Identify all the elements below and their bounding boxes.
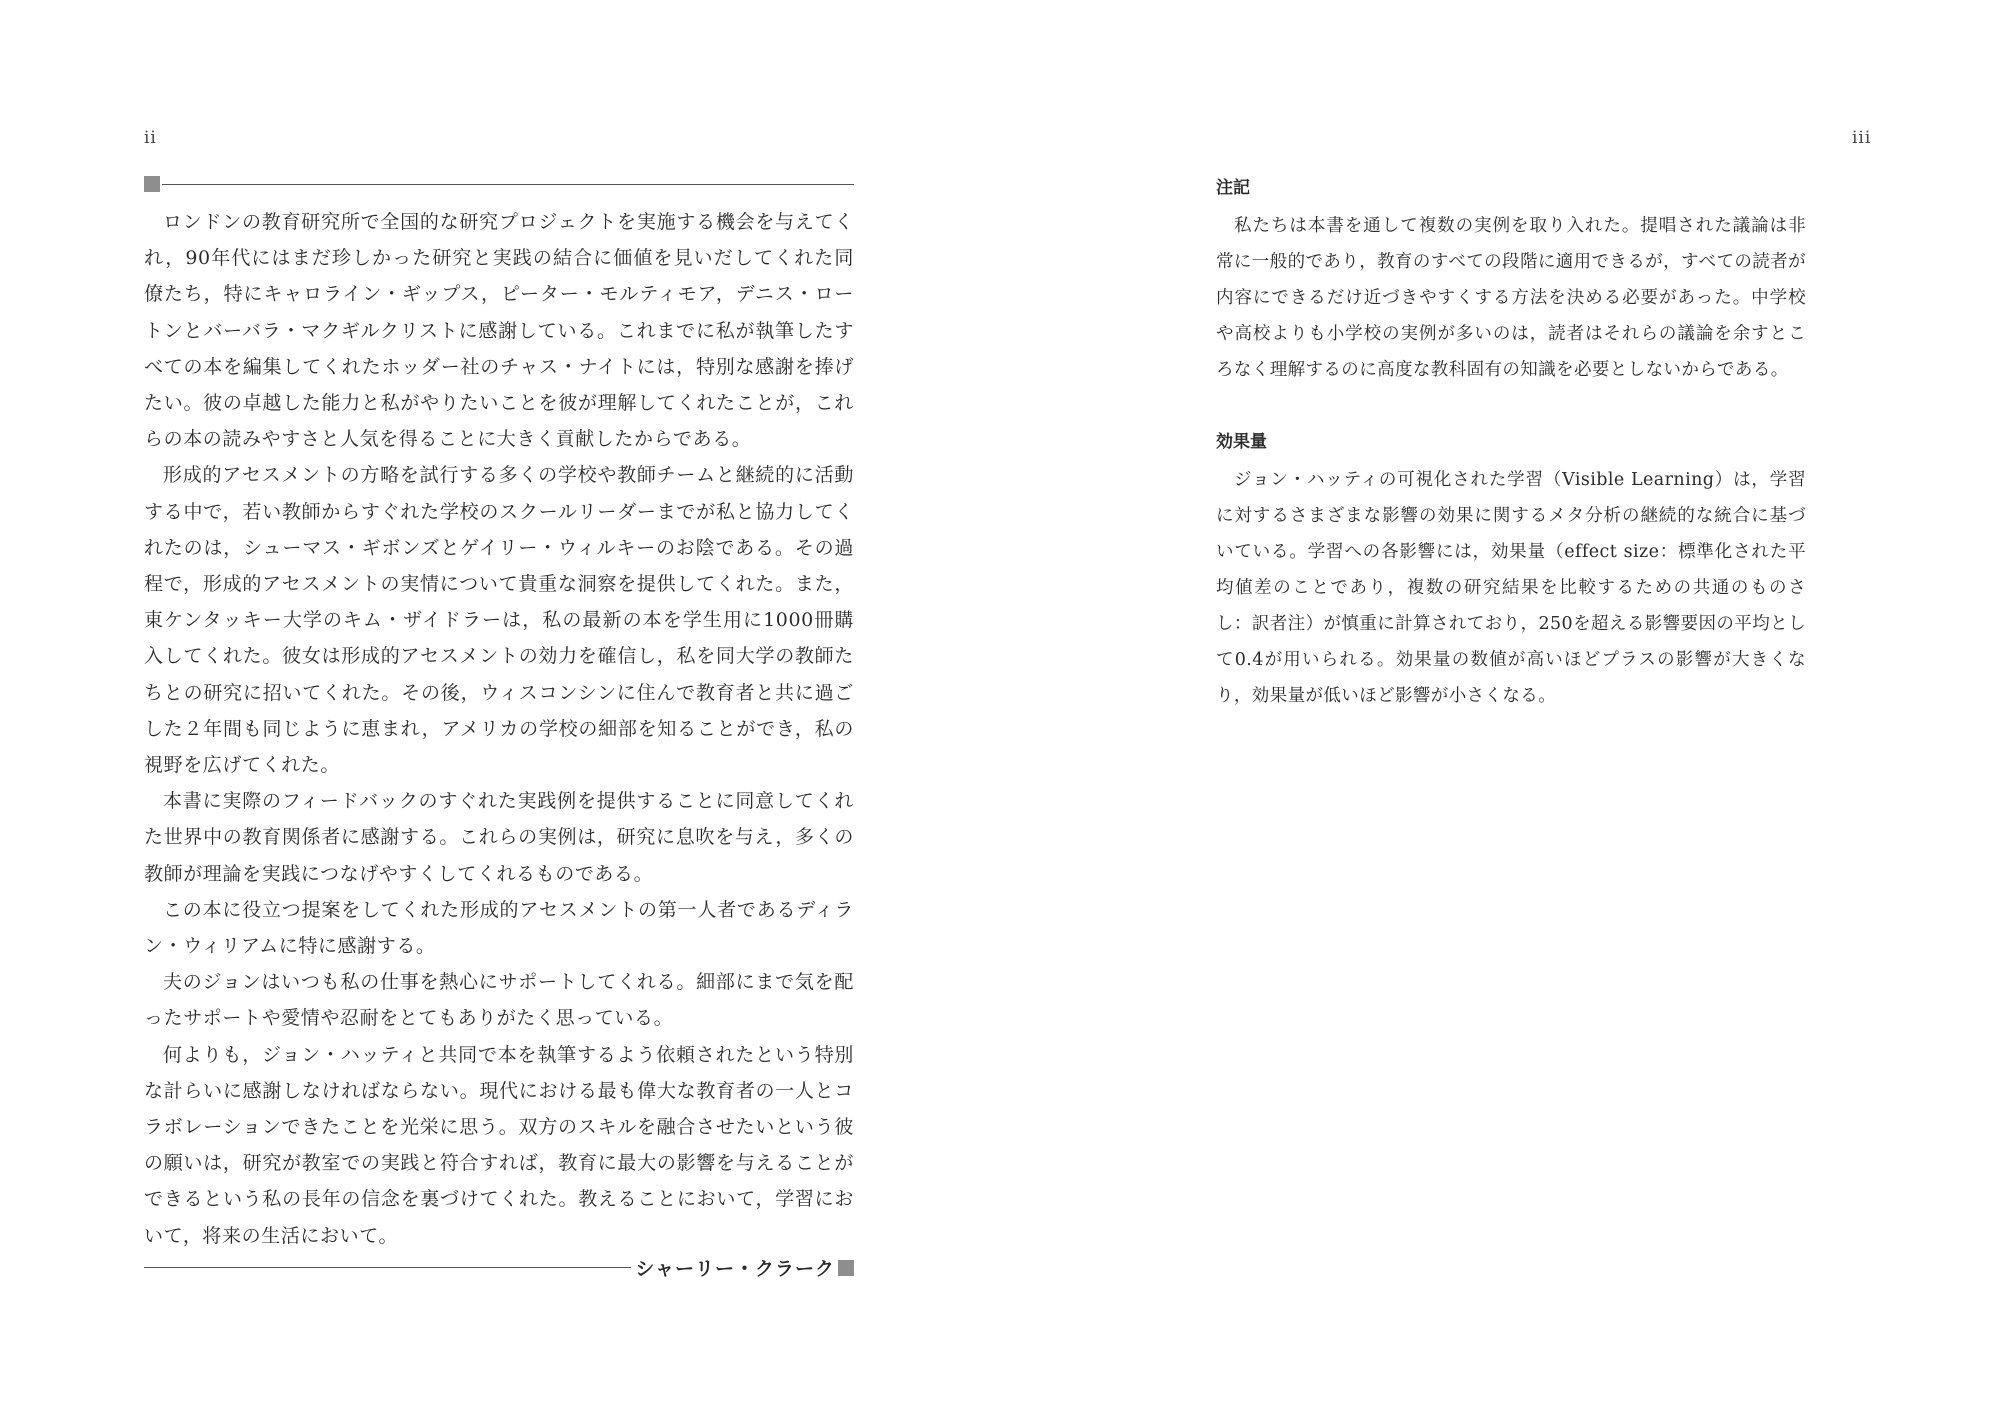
square-bullet-icon — [838, 1260, 854, 1276]
acknowledgment-paragraph: ロンドンの教育研究所で全国的な研究プロジェクトを実施する機会を与えてくれ，90年代にはまだ珍しかった研究と実践の結合に価値を見いだしてくれた同僚たち，特にキャロライン・ギップス，ピーター・モルティモア，デニス・ロートンとバーバラ・マクギルクリストに感謝している。これまでに私が執筆したすべての本を編集してくれたホッダー社のチャス・ナイトには，特別な感謝を捧げたい。彼の卓越した能力と私がやりたいことを彼が理解してくれたことが，これらの本の読みやすさと人気を得ることに大きく貢献したからである。 — [144, 211, 854, 451]
right-page-number: iii — [1852, 128, 1872, 148]
top-rule — [144, 176, 854, 192]
acknowledgment-paragraph: この本に役立つ提案をしてくれた形成的アセスメントの第一人者であるディラン・ウィリアムに特に感謝する。 — [144, 898, 854, 958]
signature-rule — [144, 1267, 631, 1268]
acknowledgment-paragraph: 本書に実際のフィードバックのすぐれた実践例を提供することに同意してくれた世界中の教育関係者に感謝する。これらの実例は，研究に息吹を与え，多くの教師が理論を実践につなげやすくしてくれるものである。 — [144, 790, 854, 885]
section-heading-effect-size: 効果量 — [1216, 432, 1267, 452]
acknowledgment-paragraph: 何よりも，ジョン・ハッティと共同で本を執筆するよう依頼されたという特別な計らいに感謝しなければならない。現代における最も偉大な教育者の一人とコラボレーションできたことを光栄に思う。双方のスキルを融合させたいという彼の願いは，研究が教室での実践と符合すれば，教育に最大の影響を与えることができるという私の長年の信念を裏づけてくれた。教えることにおいて，学習において，将来の生活において。 — [144, 1043, 854, 1247]
signature-row — [144, 1256, 854, 1280]
acknowledgment-paragraph: 形成的アセスメントの方略を試行する多くの学校や教師チームと継続的に活動する中で，若い教師からすぐれた学校のスクールリーダーまでが私と協力してくれたのは，シューマス・ギボンズとゲイリー・ウィルキーのお陰である。その過程で，形成的アセスメントの実情について貴重な洞察を提供してくれた。また，東ケンタッキー大学のキム・ザイドラーは，私の最新の本を学生用に1000冊購入してくれた。彼女は形成的アセスメントの効力を確信し，私を同大学の教師たちとの研究に招いてくれた。その後，ウィスコンシンに住んで教育者と共に過ごした２年間も同じように恵まれ，アメリカの学校の細部を知ることができ，私の視野を広げてくれた。 — [144, 464, 854, 777]
acknowledgment-paragraph: 夫のジョンはいつも私の仕事を熱心にサポートしてくれる。細部にまで気を配ったサポートや愛情や忍耐をとてもありがたく思っている。 — [144, 971, 854, 1030]
horizontal-rule — [162, 184, 854, 185]
author-signature: シャーリー・クラーク — [635, 1258, 835, 1281]
left-page — [144, 176, 854, 1280]
section-heading-notes: 注記 — [1216, 178, 1250, 198]
square-bullet-icon — [144, 176, 160, 192]
right-page — [1216, 174, 1806, 714]
left-page-number: ii — [144, 128, 157, 148]
effect-size-paragraph: ジョン・ハッティの可視化された学習（Visible Learning）は，学習に対するさまざまな影響の効果に関するメタ分析の継続的な統合に基づいている。学習への各影響には，効果量（effect size：標準化された平均値差のことであり，複数の研究結果を比較するための共通のものさし：訳者注）が慎重に計算されており，250を超える影響要因の平均として0.4が用いられる。効果量の数値が高いほどプラスの影響が大きくなり，効果量が低いほど影響が小さくなる。 — [1216, 470, 1806, 706]
notes-paragraph: 私たちは本書を通して複数の実例を取り入れた。提唱された議論は非常に一般的であり，教育のすべての段階に適用できるが，すべての読者が内容にできるだけ近づきやすくする方法を決める必要があった。中学校や高校よりも小学校の実例が多いのは，読者はそれらの議論を余すところなく理解するのに高度な教科固有の知識を必要としないからである。 — [1216, 216, 1806, 380]
